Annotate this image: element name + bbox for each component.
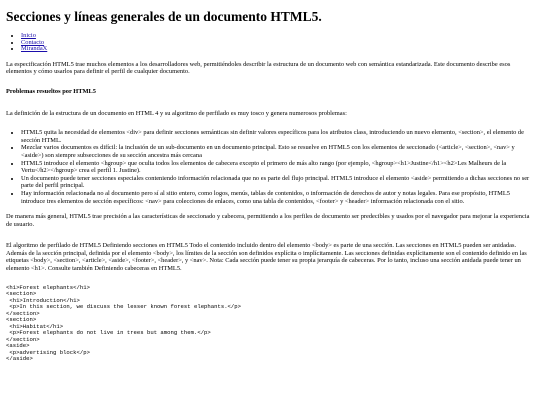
nav-menu bbox=[6, 33, 534, 53]
problems-heading: Problemas resueltos por HTML5 bbox=[6, 87, 96, 95]
list-item: • Un documento puede tener secciones especiales conteniendo información relacionada que no es parte del flujo principal. HTML5 introduce el elemento <aside> permitiendo a dichas secciones no ser parte del perfil principal. bbox=[21, 175, 534, 190]
intro-paragraph: La especificación HTML5 trae muchos elementos a los desarrolladores web, permitiéndoles describir la estructura de un documento web con semántica estandarizada. Este documento describe esos elementos y cómo usarlos para definir el perfil de cualquier documento. bbox=[6, 60, 511, 76]
summary-paragraph: De manera más general, HTML5 trae precisión a las características de seccionado y cabecera, permitiendo a los perfiles de documento ser predecibles y usados por el navegador para mejorar la experiencia de usuario. bbox=[6, 213, 530, 228]
problems-list bbox=[6, 129, 534, 205]
nav-link-mirandax[interactable]: MirandaX bbox=[21, 45, 48, 53]
nav-item-contacto bbox=[21, 40, 534, 47]
page-title: Secciones y líneas generales de un documento HTML5. bbox=[6, 9, 322, 24]
list-item: • Mezclar varios documentos es difícil: la inclusión de un sub-documento en un documento principal. Esto se resuelve en HTML5 con los elementos de seccionado (<article>, <section>, <nav> y <aside>) son siempre subsecciones de su sección ancestra más cercana bbox=[21, 144, 534, 159]
list-item: • Hay información relacionada no al documento pero sí al sitio entero, como logos, menús, tablas de contenidos, o información de derechos de autor y notas legales. Para ese propósito, HTML5 introduce tres elementos de sección específicos: <nav> para colecciones de enlaces, como una tabla de contenidos, <footer> y <header> información relacionada con el sitio. bbox=[21, 190, 534, 205]
nav-link-inicio[interactable]: Inicio bbox=[21, 32, 36, 39]
nav-item-mirandax bbox=[21, 46, 534, 53]
algorithm-paragraph: El algoritmo de perfilado de HTML5 Definiendo secciones en HTML5 Todo el contenido incluido dentro del elemento <body> es parte de una sección. Las secciones en HTML5 pueden ser anidadas. Además de la sección principal, definida por el elemento <body>, los límites de la sección son definidos explícita o implícitamente. Las secciones definidas explícitamente son el contenido definido en las etiquetas <body>, <section>, <article>, <aside>, <footer>, <header>, y <nav>. Nota: Cada sección puede tener su propia jerarquía de cabeceras. Por lo tanto, incluso una sección anidada puede tener un elemento <h1>. Consulte también Definiendo cabeceras en HTML5. bbox=[6, 242, 527, 273]
list-item: • HTML5 introduce el elemento <hgroup> que oculta todos los elementos de cabecera excepto el primero de más alto rango (por ejemplo, <hgroup><h1>Justine</h1><h2>Les Malheurs de la Vertu</h2></hgroup> crea el perfil 1. Justine). bbox=[21, 160, 534, 175]
document-page bbox=[0, 9, 540, 363]
nav-item-inicio bbox=[21, 33, 534, 40]
code-sample: <h1>Forest elephants</h1> <section> <h1>Introduction</h1> <p>In this section, we discuss the lesser known forest elephants.</p> </section> <section> <h1>Habitat</h1> <p>Forest elephants do not live in trees but among them.</p> </section> <aside> <p>advertising block</p> </aside> bbox=[6, 283, 241, 363]
list-item: • HTML5 quita la necesidad de elementos <div> para definir secciones semánticas sin definir valores específicos para los atributos class, introduciendo un nuevo elemento, <section>, el elemento de sección HTML. bbox=[21, 129, 534, 144]
nav-link-contacto[interactable]: Contacto bbox=[21, 38, 45, 46]
problems-intro: La definición de la estructura de un documento en HTML 4 y su algoritmo de perfilado es muy tosco y genera numerosos problemas: bbox=[6, 109, 347, 117]
